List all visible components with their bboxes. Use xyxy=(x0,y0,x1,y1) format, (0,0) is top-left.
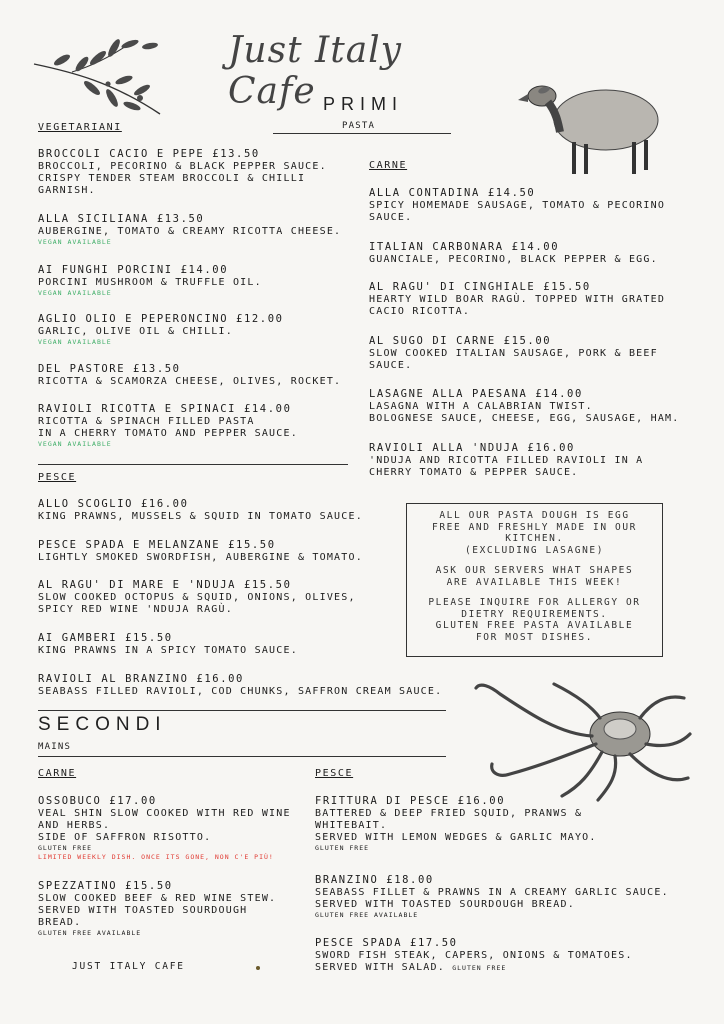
menu-item xyxy=(38,148,327,197)
dish-desc: BOLOGNESE SAUCE, CHEESE, EGG, SAUSAGE, HAM. xyxy=(369,413,680,424)
menu-item xyxy=(38,264,262,298)
menu-item xyxy=(38,632,298,657)
info-box xyxy=(406,503,663,657)
dish-desc: SERVED WITH LEMON WEDGES & GARLIC MAYO. xyxy=(315,832,597,843)
dish-name: PESCE SPADA £17.50 xyxy=(315,937,458,949)
vegan-note: VEGAN AVAILABLE xyxy=(38,289,112,297)
dish-desc: SAUCE. xyxy=(369,212,413,223)
vegetariani-label: VEGETARIANI xyxy=(38,122,122,133)
dish-desc: GARNISH. xyxy=(38,185,96,196)
dish-name: RAVIOLI ALLA 'NDUJA £16.00 xyxy=(369,442,575,454)
dish-name: AI FUNGHI PORCINI £14.00 xyxy=(38,264,229,276)
menu-item xyxy=(38,363,341,388)
dish-desc: CHERRY TOMATO & PEPPER SAUCE. xyxy=(369,467,579,478)
info-line: (EXCLUDING LASAGNE) xyxy=(464,544,605,556)
dish-name: FRITTURA DI PESCE £16.00 xyxy=(315,795,506,807)
dish-name: AI GAMBERI £15.50 xyxy=(38,632,173,644)
dish-name: ALLO SCOGLIO £16.00 xyxy=(38,498,189,510)
dish-desc: SERVED WITH TOASTED SOURDOUGH BREAD. xyxy=(315,899,575,910)
dish-name: AL RAGU' DI MARE E 'NDUJA £15.50 xyxy=(38,579,292,591)
sheep-icon xyxy=(514,72,664,182)
carne-label: CARNE xyxy=(369,160,408,171)
info-line: FREE AND FRESHLY MADE IN OUR xyxy=(432,521,637,533)
menu-item xyxy=(315,937,633,974)
limited-note: LIMITED WEEKLY DISH. ONCE ITS GONE, NON C'E PIÙ! xyxy=(38,853,274,861)
dish-desc: CRISPY TENDER STEAM BROCCOLI & CHILLI xyxy=(38,173,306,184)
dish-desc: KING PRAWNS IN A SPICY TOMATO SAUCE. xyxy=(38,645,298,656)
dish-name: LASAGNE ALLA PAESANA £14.00 xyxy=(369,388,583,400)
dish-name: AL SUGO DI CARNE £15.00 xyxy=(369,335,552,347)
dish-desc: SWORD FISH STEAK, CAPERS, ONIONS & TOMATOES. xyxy=(315,950,633,961)
dish-desc: AND HERBS. xyxy=(38,820,111,831)
dish-name: OSSOBUCO £17.00 xyxy=(38,795,157,807)
gluten-note: GLUTEN FREE AVAILABLE xyxy=(315,911,419,919)
dish-desc: KING PRAWNS, MUSSELS & SQUID IN TOMATO SAUCE. xyxy=(38,511,363,522)
dish-desc: VEAL SHIN SLOW COOKED WITH RED WINE xyxy=(38,808,291,819)
dish-desc: GARLIC, OLIVE OIL & CHILLI. xyxy=(38,326,233,337)
menu-item xyxy=(315,874,669,920)
dish-desc: BATTERED & DEEP FRIED SQUID, PRANWS & xyxy=(315,808,583,819)
dish-desc: RICOTTA & SCAMORZA CHEESE, OLIVES, ROCKET. xyxy=(38,376,342,387)
dish-desc: SPICY RED WINE 'NDUJA RAGÙ. xyxy=(38,604,233,615)
menu-item xyxy=(369,281,665,318)
menu-item xyxy=(315,795,597,853)
dish-name: SPEZZATINO £15.50 xyxy=(38,880,173,892)
dish-name: RAVIOLI AL BRANZINO £16.00 xyxy=(38,673,244,685)
pesce-label: PESCE xyxy=(315,768,354,779)
dish-desc: LIGHTLY SMOKED SWORDFISH, AUBERGINE & TOMATO. xyxy=(38,552,363,563)
carne-label: CARNE xyxy=(38,768,77,779)
dish-name: AL RAGU' DI CINGHIALE £15.50 xyxy=(369,281,591,293)
dish-name: ALLA CONTADINA £14.50 xyxy=(369,187,536,199)
dish-desc: SAUCE. xyxy=(369,360,413,371)
menu-item xyxy=(38,213,341,247)
dish-desc: PORCINI MUSHROOM & TRUFFLE OIL. xyxy=(38,277,262,288)
dish-desc: IN A CHERRY TOMATO AND PEPPER SAUCE. xyxy=(38,428,298,439)
vegan-note: VEGAN AVAILABLE xyxy=(38,338,112,346)
gluten-note: GLUTEN FREE AVAILABLE xyxy=(38,929,142,937)
dish-name: PESCE SPADA E MELANZANE £15.50 xyxy=(38,539,276,551)
dish-desc: SLOW COOKED OCTOPUS & SQUID, ONIONS, OLIVES, xyxy=(38,592,356,603)
menu-item xyxy=(369,388,679,425)
menu-item xyxy=(369,241,658,266)
dish-name: ALLA SICILIANA £13.50 xyxy=(38,213,205,225)
dish-desc: SERVED WITH TOASTED SOURDOUGH xyxy=(38,905,248,916)
dish-desc: SERVED WITH SALAD. xyxy=(315,962,445,973)
footer-dot xyxy=(256,966,260,970)
menu-item xyxy=(369,442,643,479)
secondi-subheading: MAINS xyxy=(38,742,72,752)
vegan-note: VEGAN AVAILABLE xyxy=(38,440,112,448)
menu-item xyxy=(38,673,442,698)
menu-item xyxy=(369,335,658,372)
dish-name: DEL PASTORE £13.50 xyxy=(38,363,181,375)
menu-item xyxy=(38,313,284,347)
dish-desc: LASAGNA WITH A CALABRIAN TWIST. xyxy=(369,401,593,412)
vegan-note: VEGAN AVAILABLE xyxy=(38,238,112,246)
dish-desc: CACIO RICOTTA. xyxy=(369,306,471,317)
menu-item xyxy=(38,403,298,449)
primi-subheading: PASTA xyxy=(342,121,376,131)
menu-item xyxy=(38,795,291,862)
secondi-heading: SECONDI xyxy=(38,714,167,735)
dish-desc: GUANCIALE, PECORINO, BLACK PEPPER & EGG. xyxy=(369,254,658,265)
dish-name: BRANZINO £18.00 xyxy=(315,874,434,886)
dish-desc: HEARTY WILD BOAR RAGÙ. TOPPED WITH GRATED xyxy=(369,294,666,305)
dish-name: BROCCOLI CACIO E PEPE £13.50 xyxy=(38,148,260,160)
info-line: ALL OUR PASTA DOUGH IS EGG xyxy=(439,510,630,521)
gluten-note: GLUTEN FREE xyxy=(315,844,370,852)
dish-name: RAVIOLI RICOTTA E SPINACI £14.00 xyxy=(38,403,292,415)
dish-desc: BREAD. xyxy=(38,917,82,928)
gluten-note: GLUTEN FREE xyxy=(452,964,507,972)
menu-item xyxy=(38,880,276,938)
menu-item xyxy=(38,539,363,564)
dish-desc: SIDE OF SAFFRON RISOTTO. xyxy=(38,832,212,843)
info-line: GLUTEN FREE PASTA AVAILABLE xyxy=(435,620,634,631)
info-line: DIETRY REQUIREMENTS. xyxy=(461,608,608,620)
dish-desc: SLOW COOKED BEEF & RED WINE STEW. xyxy=(38,893,277,904)
dish-name: ITALIAN CARBONARA £14.00 xyxy=(369,241,560,253)
octopus-icon xyxy=(470,674,696,804)
olive-branch-icon xyxy=(32,36,164,120)
dish-desc: 'NDUJA AND RICOTTA FILLED RAVIOLI IN A xyxy=(369,455,644,466)
dish-name: AGLIO OLIO E PEPERONCINO £12.00 xyxy=(38,313,284,325)
dish-desc: AUBERGINE, TOMATO & CREAMY RICOTTA CHEESE. xyxy=(38,226,342,237)
info-line: KITCHEN. xyxy=(505,533,564,544)
dish-desc: SLOW COOKED ITALIAN SAUSAGE, PORK & BEEF xyxy=(369,348,658,359)
dish-desc: SEABASS FILLED RAVIOLI, COD CHUNKS, SAFFRON CREAM SAUCE. xyxy=(38,686,443,697)
menu-item xyxy=(38,498,363,523)
info-line: ASK OUR SERVERS WHAT SHAPES xyxy=(435,565,634,576)
dish-desc: SPICY HOMEMADE SAUSAGE, TOMATO & PECORINO xyxy=(369,200,666,211)
info-line: PLEASE INQUIRE FOR ALLERGY OR xyxy=(428,597,641,608)
menu-item xyxy=(369,187,665,224)
dish-desc: WHITEBAIT. xyxy=(315,820,388,831)
info-line: ARE AVAILABLE THIS WEEK! xyxy=(446,576,623,588)
pesce-label: PESCE xyxy=(38,472,77,483)
gluten-note: GLUTEN FREE xyxy=(38,844,93,852)
primi-heading: PRIMI xyxy=(323,94,404,114)
info-line: FOR MOST DISHES. xyxy=(475,631,594,643)
footer-brand: JUST ITALY CAFE xyxy=(72,961,185,972)
dish-desc: BROCCOLI, PECORINO & BLACK PEPPER SAUCE. xyxy=(38,161,327,172)
dish-desc: RICOTTA & SPINACH FILLED PASTA xyxy=(38,416,255,427)
cafe-title: Just Italy Cafe xyxy=(228,30,403,112)
menu-item xyxy=(38,579,356,616)
dish-desc: SEABASS FILLET & PRAWNS IN A CREAMY GARLIC SAUCE. xyxy=(315,887,669,898)
